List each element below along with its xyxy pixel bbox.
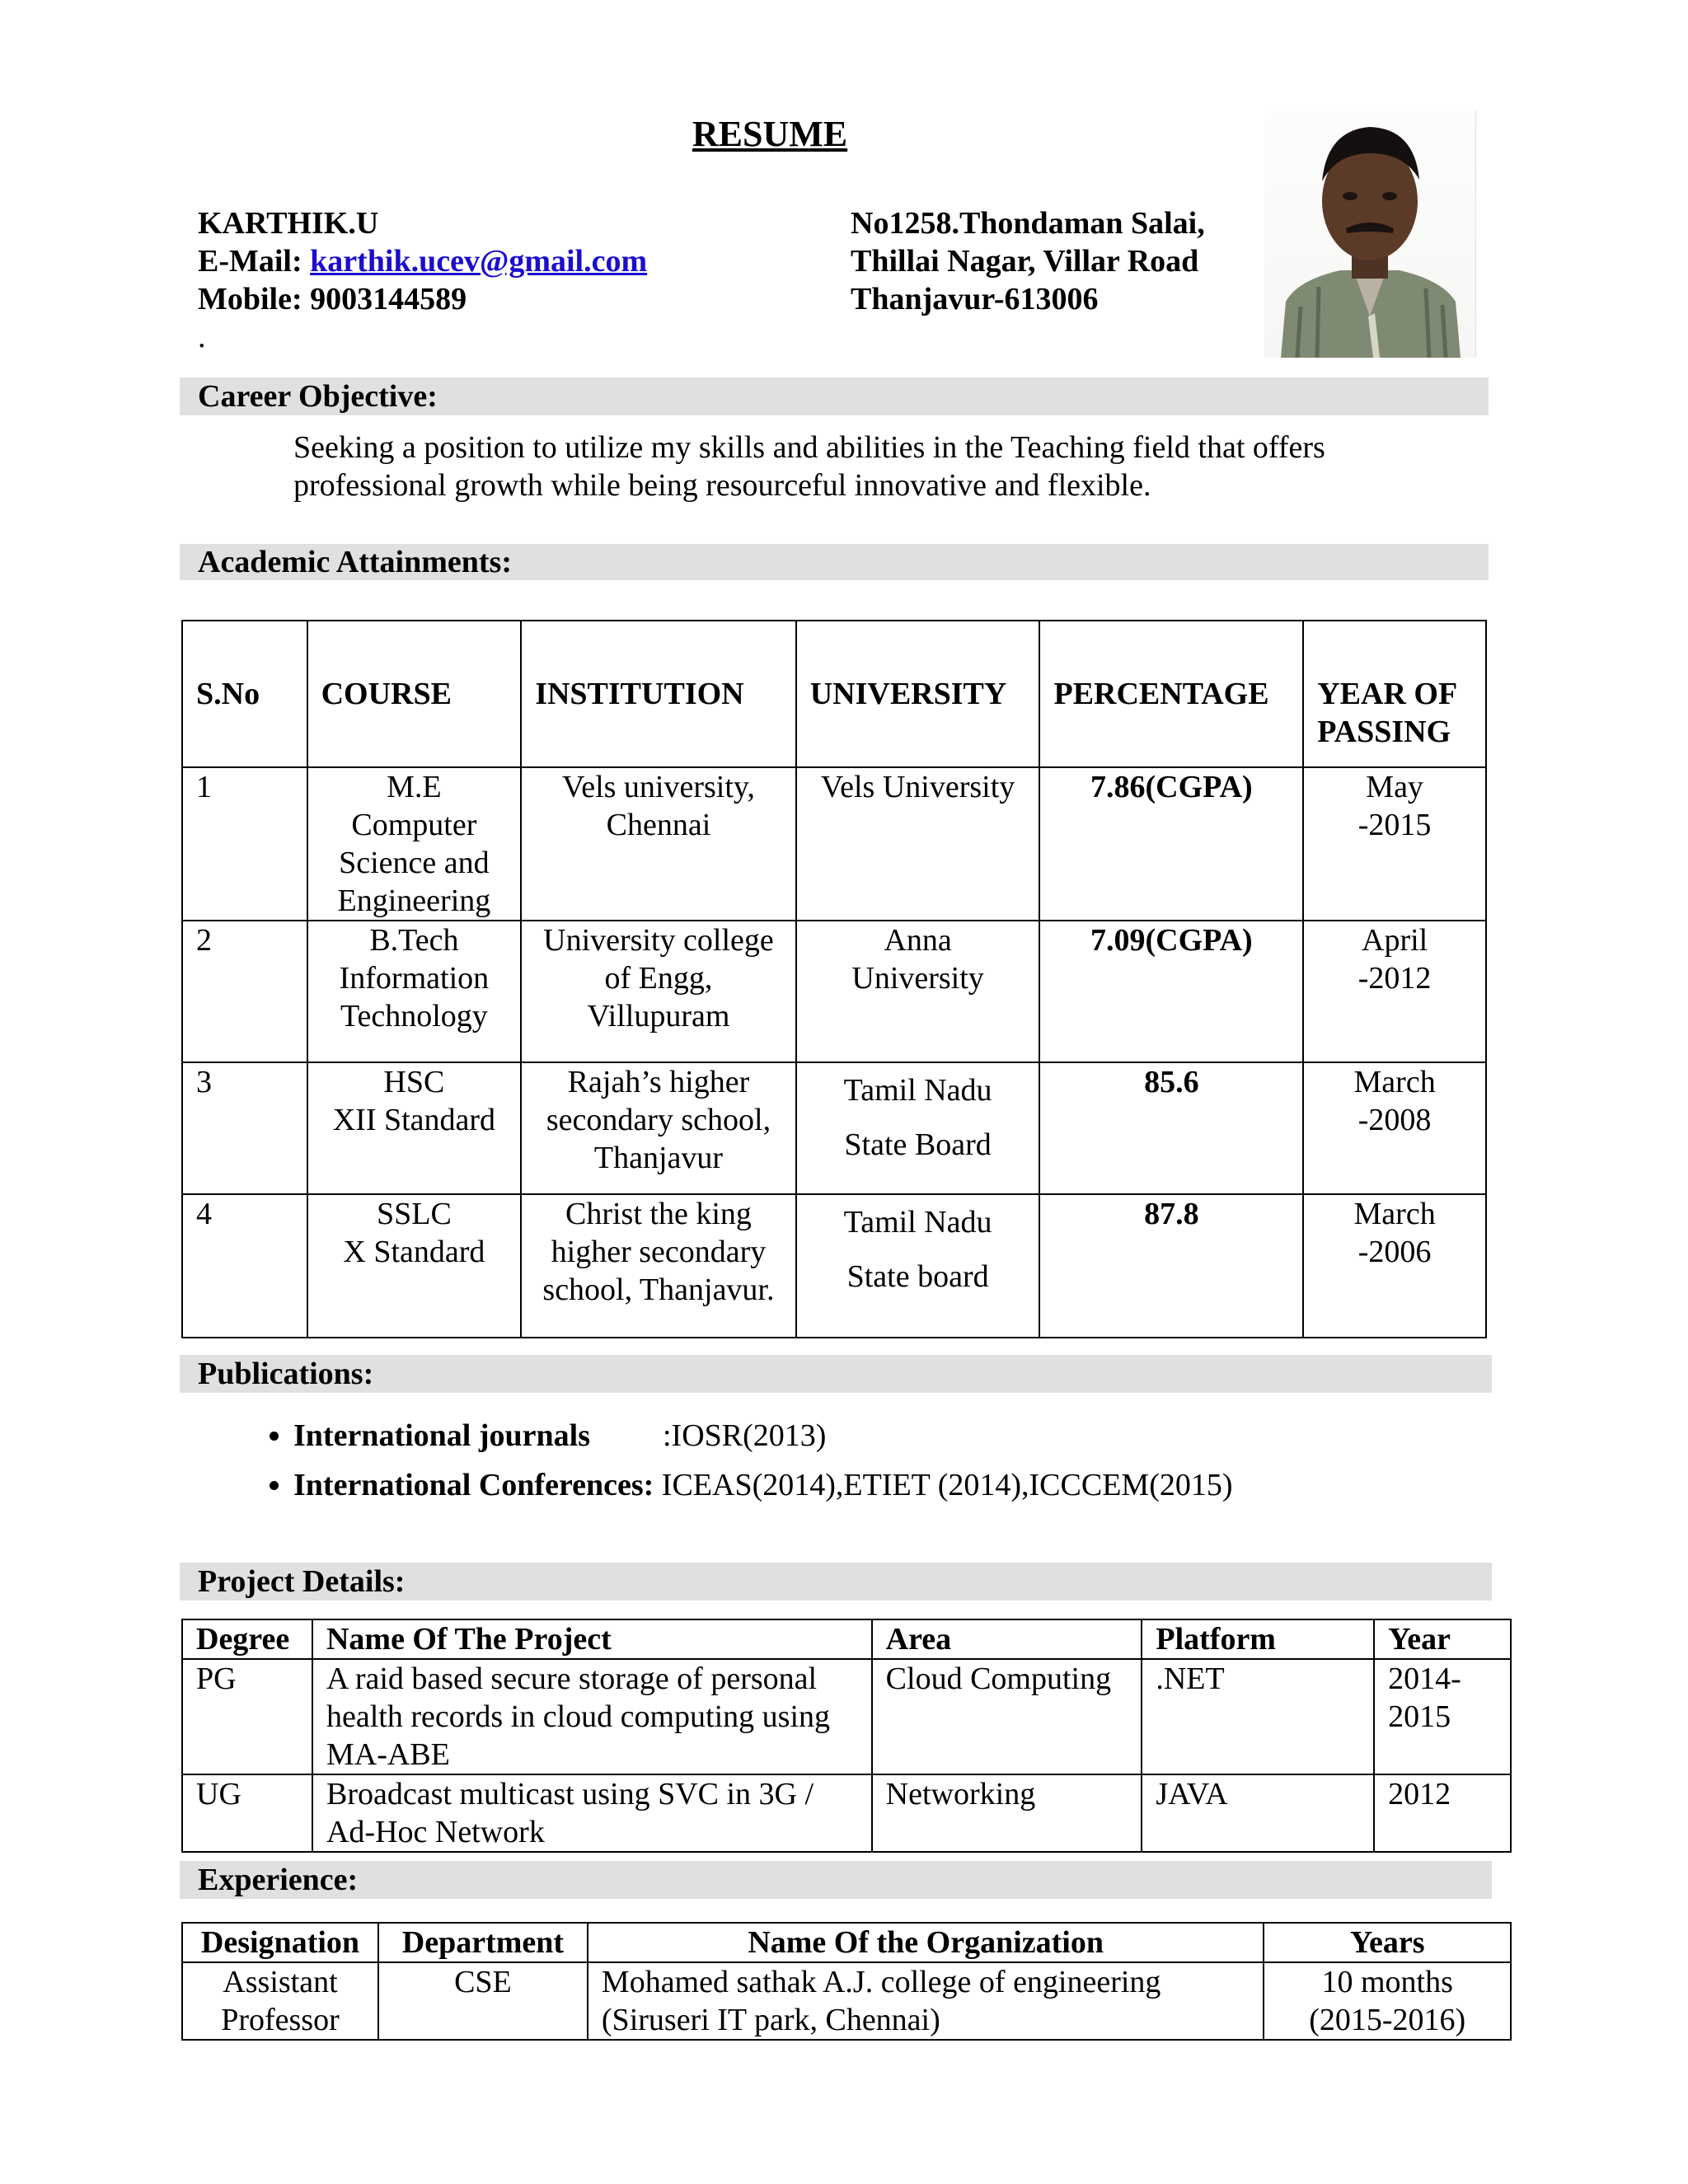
university-cell <box>796 1062 1040 1194</box>
year-line: -2015 <box>1357 808 1432 842</box>
table-row <box>182 1062 1486 1194</box>
email-line <box>198 242 647 280</box>
university-line: State Board <box>844 1127 992 1162</box>
project-name-line: Broadcast multicast using SVC in 3G / <box>326 1777 814 1811</box>
department-cell: CSE <box>378 1962 588 2040</box>
designation-line: Assistant <box>223 1965 338 1999</box>
year-line: -2006 <box>1357 1235 1432 1269</box>
col-organization: Name Of the Organization <box>588 1923 1264 1962</box>
institution-line: higher secondary <box>551 1235 767 1269</box>
organization-cell <box>588 1962 1264 2040</box>
course-cell <box>307 921 522 1062</box>
year-cell <box>1303 1062 1486 1194</box>
col-year-of-passing: YEAR OF PASSING <box>1303 621 1486 767</box>
course-line: HSC <box>383 1065 445 1099</box>
address-line-3: Thanjavur-613006 <box>851 282 1099 316</box>
email-label: E-Mail: <box>198 244 311 279</box>
project-name-line: A raid based secure storage of personal <box>326 1661 818 1696</box>
page-title: RESUME <box>692 114 848 154</box>
course-line: M.E <box>387 770 442 804</box>
project-header-row <box>182 1619 1511 1659</box>
project-name-line: health records in cloud computing using <box>326 1699 831 1734</box>
institution-line: Rajah’s higher <box>567 1065 750 1099</box>
col-project-name: Name Of The Project <box>312 1619 872 1659</box>
mobile-number: 9003144589 <box>310 282 467 316</box>
degree-cell: PG <box>182 1659 312 1774</box>
course-line: Computer <box>351 808 477 842</box>
year-cell <box>1303 921 1486 1062</box>
institution-line: of Engg, <box>604 961 713 996</box>
project-name-cell <box>312 1659 872 1774</box>
course-line: Science and <box>339 846 490 880</box>
year-line: 2015 <box>1388 1699 1451 1734</box>
institution-line: Chennai <box>606 808 711 842</box>
year-line: May <box>1366 770 1423 804</box>
academic-heading: Academic Attainments: <box>180 544 1489 580</box>
col-designation: Designation <box>182 1923 378 1962</box>
experience-heading: Experience: <box>180 1861 1492 1899</box>
platform-cell: JAVA <box>1142 1774 1374 1852</box>
year-cell <box>1303 1194 1486 1338</box>
academic-header-row <box>182 621 1486 767</box>
university-line: University <box>851 961 984 996</box>
mobile-label: Mobile: <box>198 282 311 316</box>
percentage-cell: 85.6 <box>1039 1062 1303 1194</box>
publication-value: :IOSR(2013) <box>663 1418 827 1453</box>
project-name-cell <box>312 1774 872 1852</box>
year-line: -2012 <box>1357 961 1432 996</box>
stray-dot: . <box>198 320 206 354</box>
col-department: Department <box>378 1923 588 1962</box>
institution-cell <box>521 1194 796 1338</box>
institution-line: secondary school, <box>546 1103 771 1137</box>
sno-cell: 2 <box>182 921 307 1062</box>
course-line: X Standard <box>343 1235 485 1269</box>
publication-label: International Conferences: <box>293 1468 654 1502</box>
university-line: Anna <box>884 923 952 958</box>
experience-table <box>181 1922 1512 2041</box>
experience-header-row <box>182 1923 1511 1962</box>
col-year: Year <box>1374 1619 1511 1659</box>
university-cell <box>796 1194 1040 1338</box>
university-cell <box>796 921 1040 1062</box>
course-cell <box>307 767 522 921</box>
table-row <box>182 1774 1511 1852</box>
col-area: Area <box>872 1619 1142 1659</box>
university-line: Tamil Nadu <box>843 1205 992 1240</box>
career-objective-line-2: professional growth while being resourceful innovative and flexible. <box>293 468 1151 503</box>
area-cell: Networking <box>872 1774 1142 1852</box>
sno-cell: 1 <box>182 767 307 921</box>
institution-cell <box>521 921 796 1062</box>
address-line-2: Thillai Nagar, Villar Road <box>851 244 1199 279</box>
table-row <box>182 921 1486 1062</box>
years-line: (2015-2016) <box>1309 2003 1466 2037</box>
list-item <box>293 1411 1233 1460</box>
project-name-line: MA-ABE <box>326 1737 450 1772</box>
institution-line: school, Thanjavur. <box>542 1272 775 1307</box>
email-link[interactable]: karthik.ucev@gmail.com <box>310 244 648 279</box>
sno-cell: 4 <box>182 1194 307 1338</box>
profile-photo <box>1264 110 1476 358</box>
institution-line: University college <box>543 923 774 958</box>
course-line: Technology <box>340 999 488 1033</box>
year-line: April <box>1362 923 1428 958</box>
percentage-cell: 7.09(CGPA) <box>1039 921 1303 1062</box>
col-university: UNIVERSITY <box>796 621 1040 767</box>
col-institution: INSTITUTION <box>521 621 796 767</box>
area-cell: Cloud Computing <box>872 1659 1142 1774</box>
degree-cell: UG <box>182 1774 312 1852</box>
project-table <box>181 1619 1512 1853</box>
institution-line: Thanjavur <box>593 1141 724 1175</box>
institution-line: Villupuram <box>587 999 730 1033</box>
year-cell <box>1374 1659 1511 1774</box>
career-objective-line-1: Seeking a position to utilize my skills and abilities in the Teaching field that offers <box>293 430 1325 465</box>
col-sno: S.No <box>182 621 307 767</box>
course-cell <box>307 1194 522 1338</box>
designation-line: Professor <box>221 2003 340 2037</box>
academic-table <box>181 620 1487 1338</box>
institution-line: Vels university, <box>561 770 755 804</box>
candidate-name: KARTHIK.U <box>198 206 379 241</box>
course-line: Information <box>339 961 490 996</box>
col-platform: Platform <box>1142 1619 1374 1659</box>
career-objective-heading: Career Objective: <box>180 377 1489 415</box>
col-years: Years <box>1264 1923 1511 1962</box>
percentage-cell: 87.8 <box>1039 1194 1303 1338</box>
mobile-line <box>198 280 467 318</box>
platform-cell: .NET <box>1142 1659 1374 1774</box>
table-row <box>182 1194 1486 1338</box>
course-line: Engineering <box>337 883 491 918</box>
institution-line: Christ the king <box>565 1197 752 1231</box>
list-item <box>293 1460 1233 1510</box>
year-cell <box>1303 767 1486 921</box>
institution-cell <box>521 1062 796 1194</box>
table-row <box>182 1659 1511 1774</box>
address-line-1: No1258.Thondaman Salai, <box>851 206 1205 241</box>
university-line: Vels University <box>820 770 1015 804</box>
project-details-heading: Project Details: <box>180 1563 1492 1601</box>
organization-line: (Siruseri IT park, Chennai) <box>601 2003 940 2037</box>
year-line: -2008 <box>1357 1103 1432 1137</box>
course-line: B.Tech <box>369 923 459 958</box>
publications-list <box>231 1411 1233 1510</box>
designation-cell <box>182 1962 378 2040</box>
year-line: March <box>1353 1065 1436 1099</box>
years-line: 10 months <box>1321 1965 1453 1999</box>
university-cell <box>796 767 1040 921</box>
publications-heading: Publications: <box>180 1355 1492 1393</box>
years-cell <box>1264 1962 1511 2040</box>
col-course: COURSE <box>307 621 522 767</box>
year-line: March <box>1353 1197 1436 1231</box>
publication-value: ICEAS(2014),ETIET (2014),ICCCEM(2015) <box>654 1468 1233 1502</box>
course-cell <box>307 1062 522 1194</box>
publication-label: International journals <box>293 1418 590 1453</box>
col-degree: Degree <box>182 1619 312 1659</box>
university-line: Tamil Nadu <box>843 1073 992 1108</box>
university-line: State board <box>846 1259 989 1294</box>
col-percentage: PERCENTAGE <box>1039 621 1303 767</box>
sno-cell: 3 <box>182 1062 307 1194</box>
table-row <box>182 1962 1511 2040</box>
institution-cell <box>521 767 796 921</box>
percentage-cell: 7.86(CGPA) <box>1039 767 1303 921</box>
project-name-line: Ad-Hoc Network <box>326 1815 545 1849</box>
year-cell: 2012 <box>1374 1774 1511 1852</box>
organization-line: Mohamed sathak A.J. college of engineering <box>601 1965 1161 1999</box>
course-line: SSLC <box>376 1197 452 1231</box>
year-line: 2014- <box>1388 1661 1461 1696</box>
course-line: XII Standard <box>332 1103 496 1137</box>
portrait-image <box>1264 110 1475 358</box>
table-row <box>182 767 1486 921</box>
